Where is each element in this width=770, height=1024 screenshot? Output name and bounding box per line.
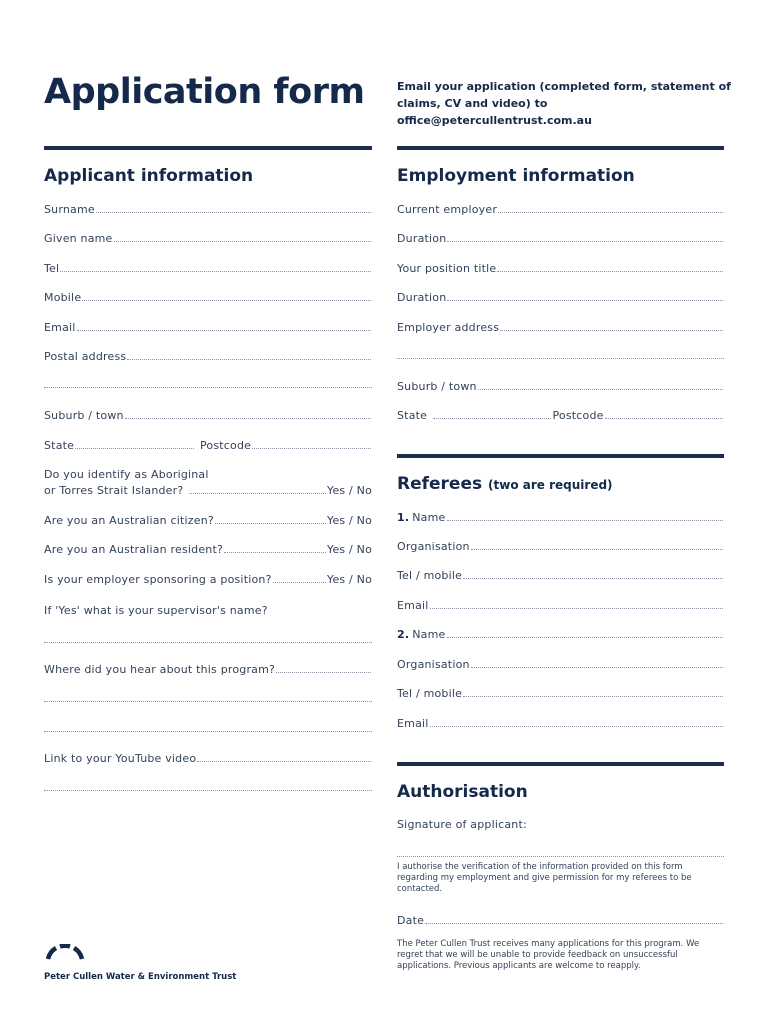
referee-2-name-line[interactable] (447, 637, 724, 638)
intro-text: Email your application (completed form, statement of claims, CV and video) to office@petercullentrust.com.au (397, 80, 731, 127)
referee-1-tel-line[interactable] (463, 578, 723, 579)
aboriginal-question[interactable] (44, 481, 372, 497)
page-title: Application form (44, 72, 365, 112)
date-field[interactable] (397, 911, 724, 927)
referee-1-name-field[interactable] (397, 508, 724, 524)
duration-label: Duration (397, 232, 447, 245)
date-label: Date (397, 914, 425, 927)
duration-line[interactable] (447, 241, 723, 242)
postal-address-label: Postal address (44, 350, 127, 363)
employer-suburb-label: Suburb / town (397, 380, 477, 393)
applicant-heading: Applicant information (44, 166, 254, 186)
hear-about-line[interactable] (276, 672, 371, 673)
given-name-field[interactable] (44, 229, 372, 245)
citizen-question[interactable] (44, 511, 372, 527)
signature-line[interactable] (397, 856, 724, 857)
state-label: State (44, 439, 75, 452)
supervisor-line[interactable] (44, 642, 372, 643)
youtube-line-2[interactable] (44, 790, 372, 791)
authorisation-heading: Authorisation (397, 782, 528, 802)
referee-1-name-label: Name (412, 511, 446, 524)
hear-about-label: Where did you hear about this program? (44, 663, 276, 676)
employer-address-line[interactable] (500, 330, 723, 331)
referee-1-name-line[interactable] (447, 520, 724, 521)
referee-2-name-field[interactable] (397, 625, 724, 641)
postcode-label: Postcode (199, 439, 252, 452)
referee-1-email-field[interactable] (397, 596, 724, 612)
current-employer-line[interactable] (498, 212, 723, 213)
referee-1-email-label: Email (397, 599, 429, 612)
given-name-line[interactable] (114, 241, 371, 242)
email-line[interactable] (77, 330, 371, 331)
surname-label: Surname (44, 203, 95, 216)
youtube-field[interactable] (44, 749, 372, 765)
youtube-line[interactable] (197, 761, 371, 762)
resident-label: Are you an Australian resident? (44, 543, 224, 556)
referees-subtitle: (two are required) (488, 478, 613, 492)
employer-state-line[interactable] (433, 418, 551, 419)
suburb-label: Suburb / town (44, 409, 124, 422)
sponsoring-yes-no[interactable]: Yes / No (326, 573, 372, 586)
referee-2-organisation-field[interactable] (397, 655, 724, 671)
state-line[interactable] (75, 448, 194, 449)
divider-referees (397, 454, 724, 458)
state-postcode-field[interactable] (44, 436, 372, 452)
current-employer-field[interactable] (397, 200, 724, 216)
tel-label: Tel (44, 262, 60, 275)
mobile-field[interactable] (44, 288, 372, 304)
employer-suburb-line[interactable] (478, 389, 723, 390)
peter-cullen-trust-logo (44, 944, 86, 960)
suburb-field[interactable] (44, 406, 372, 422)
referee-2-tel-label: Tel / mobile (397, 687, 463, 700)
hear-about-line-3[interactable] (44, 731, 372, 732)
referee-2-organisation-line[interactable] (471, 667, 723, 668)
citizen-yes-no[interactable]: Yes / No (326, 514, 372, 527)
referee-1-organisation-label: Organisation (397, 540, 470, 553)
referee-2-name-label: Name (412, 628, 446, 641)
referee-2-tel-field[interactable] (397, 684, 724, 700)
supervisor-label: If 'Yes' what is your supervisor's name? (44, 604, 268, 617)
feedback-notice: The Peter Cullen Trust receives many applications for this program. We regret that we will be unable to provide feedback on unsuccessful applications. Previous applicants are welcome to reapply. (397, 939, 700, 971)
postal-address-field[interactable] (44, 347, 372, 363)
referee-1-organisation-line[interactable] (471, 549, 723, 550)
email-label: Email (44, 321, 76, 334)
date-line[interactable] (425, 923, 723, 924)
referee-2-tel-line[interactable] (463, 696, 723, 697)
employer-address-label: Employer address (397, 321, 500, 334)
mobile-line[interactable] (82, 300, 371, 301)
referee-2-number: 2. (397, 628, 410, 641)
resident-question[interactable] (44, 540, 372, 556)
aboriginal-label: or Torres Strait Islander? (44, 484, 184, 497)
divider-applicant (44, 146, 372, 150)
citizen-label: Are you an Australian citizen? (44, 514, 214, 527)
postcode-line[interactable] (252, 448, 371, 449)
signature-label: Signature of applicant: (397, 818, 527, 831)
referees-title: Referees (397, 474, 483, 494)
duration-field[interactable] (397, 229, 724, 245)
referee-2-email-line[interactable] (430, 726, 723, 727)
position-title-field[interactable] (397, 259, 724, 275)
email-field[interactable] (44, 318, 372, 334)
aboriginal-question-line1: Do you identify as Aboriginal (44, 468, 209, 481)
sponsoring-label: Is your employer sponsoring a position? (44, 573, 272, 586)
referee-1-organisation-field[interactable] (397, 537, 724, 553)
surname-field[interactable] (44, 200, 372, 216)
postal-address-line-2[interactable] (44, 387, 372, 388)
referee-1-email-line[interactable] (430, 608, 723, 609)
employer-state-postcode-field[interactable] (397, 406, 724, 422)
aboriginal-yes-no[interactable]: Yes / No (326, 484, 372, 497)
position-duration-label: Duration (397, 291, 447, 304)
position-duration-line[interactable] (447, 300, 723, 301)
employer-suburb-field[interactable] (397, 377, 724, 393)
referees-heading (397, 474, 613, 494)
employer-address-line-2[interactable] (397, 358, 724, 359)
sponsoring-question[interactable] (44, 570, 372, 586)
authorisation-statement: I authorise the verification of the information provided on this form regarding my employment and give permission for my referees to be contacted. (397, 862, 692, 894)
surname-line[interactable] (96, 212, 371, 213)
employer-state-label: State (397, 409, 428, 422)
referee-1-number: 1. (397, 511, 410, 524)
hear-about-field[interactable] (44, 660, 372, 676)
divider-authorisation (397, 762, 724, 766)
employer-postcode-line[interactable] (605, 418, 723, 419)
employment-heading: Employment information (397, 166, 635, 186)
referee-2-email-field[interactable] (397, 714, 724, 730)
position-title-label: Your position title (397, 262, 497, 275)
postal-address-line[interactable] (127, 359, 371, 360)
given-name-label: Given name (44, 232, 113, 245)
position-title-line[interactable] (497, 271, 723, 272)
resident-yes-no[interactable]: Yes / No (326, 543, 372, 556)
hear-about-line-2[interactable] (44, 701, 372, 702)
divider-employment (397, 146, 724, 150)
referee-2-organisation-label: Organisation (397, 658, 470, 671)
position-duration-field[interactable] (397, 288, 724, 304)
current-employer-label: Current employer (397, 203, 498, 216)
employer-postcode-label: Postcode (552, 409, 604, 422)
tel-line[interactable] (60, 271, 371, 272)
tel-field[interactable] (44, 259, 372, 275)
referee-2-email-label: Email (397, 717, 429, 730)
youtube-label: Link to your YouTube video (44, 752, 197, 765)
mobile-label: Mobile (44, 291, 82, 304)
brand-name: Peter Cullen Water & Environment Trust (44, 972, 237, 982)
suburb-line[interactable] (125, 418, 371, 419)
referee-1-tel-field[interactable] (397, 566, 724, 582)
supervisor-question (44, 601, 372, 617)
referee-1-tel-label: Tel / mobile (397, 569, 463, 582)
employer-address-field[interactable] (397, 318, 724, 334)
